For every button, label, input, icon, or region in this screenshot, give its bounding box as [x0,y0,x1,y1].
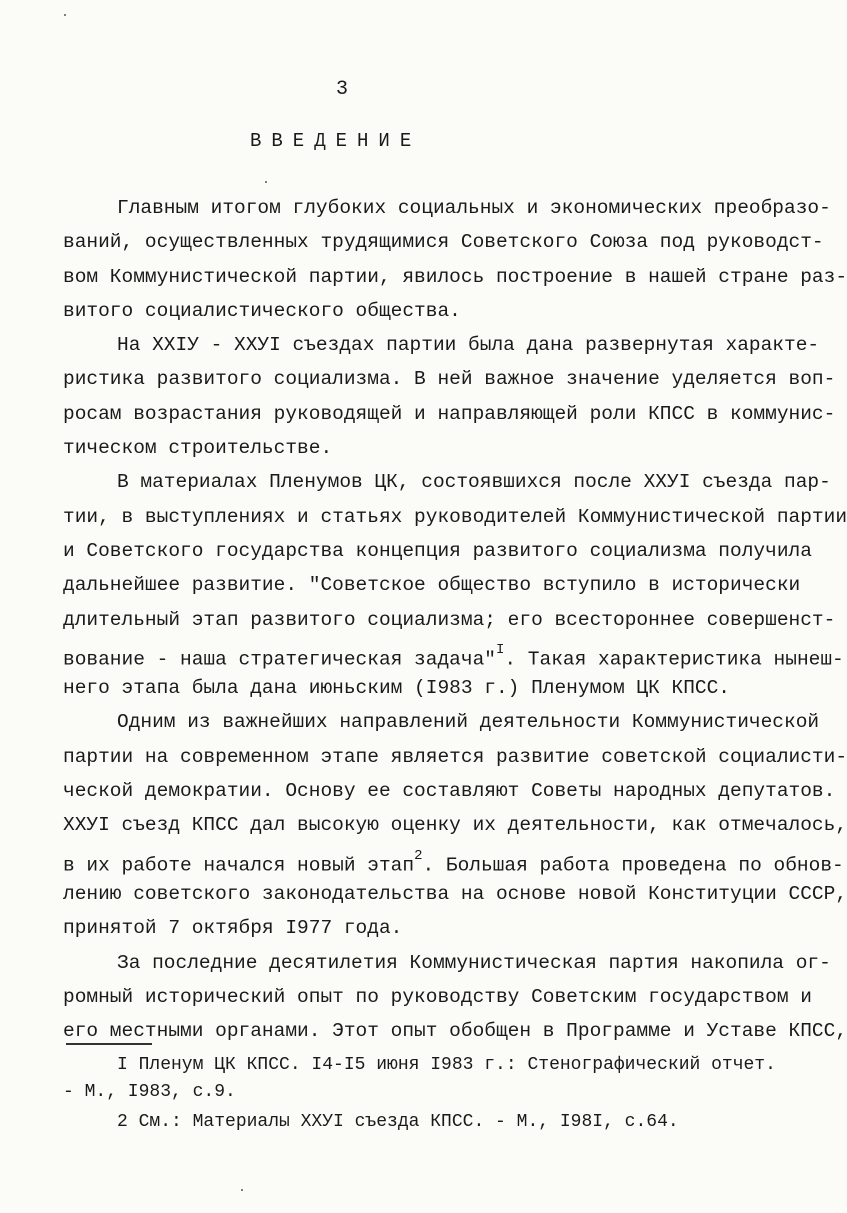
text-line: тическом строительстве. [63,437,333,460]
paragraph [63,705,847,945]
text-line: дальнейшее развитие. "Советское общество вступило в исторически [63,574,801,597]
text-line: лению советского законодательства на основе новой Конституции СССР, [63,882,847,905]
footnote-ref: 2 [414,847,423,864]
text-segment: вование - наша стратегическая задача" [63,648,496,671]
scan-speck [265,181,267,183]
text-line: вом Коммунистической партии, явилось построение в нашей стране раз- [63,265,847,288]
section-heading: ВВЕДЕНИЕ [250,130,422,152]
text-line: ромный исторический опыт по руководству Советским государством и [63,985,812,1008]
footnote-2: 2 См.: Материалы XXУI съезда КПСС. - М., I98I, с.64. [117,1112,679,1132]
text-line-with-footnote [63,637,844,671]
page-number: 3 [336,78,349,101]
text-segment: . Такая характеристика нынеш- [504,648,844,671]
footnote-ref: I [495,641,505,658]
paragraph [63,191,847,328]
footnote-1: I Пленум ЦК КПСС. I4-I5 июня I983 г.: Стенографический отчет. [117,1055,776,1075]
text-line: В материалах Пленумов ЦК, состоявшихся после XXУI съезда пар- [117,471,831,494]
text-line: ческой демократии. Основу ее составляют Советы народных депутатов. [63,780,836,803]
text-line: За последние десятилетия Коммунистическая партия накопила ог- [117,951,831,974]
text-line: Одним из важнейших направлений деятельности Коммунистической [117,711,820,734]
text-line: витого социалистического общества. [63,299,461,322]
text-line-with-footnote [63,843,844,877]
paragraph [63,946,847,1049]
footnote-separator [66,1043,152,1045]
text-line: принятой 7 октября I977 года. [63,917,403,940]
text-line: и Советского государства концепция развитого социализма получила [63,539,812,562]
text-line: XXУI съезд КПСС дал высокую оценку их деятельности, как отмечалось, [63,814,847,837]
text-line: него этапа была дана июньским (I983 г.) Пленумом ЦК КПСС. [63,677,731,700]
text-line: ристика развитого социализма. В ней важное значение уделяется воп- [63,368,836,391]
text-line: его местными органами. Этот опыт обобщен в Программе и Уставе КПСС, [63,1020,847,1043]
text-line: длительный этап развитого социализма; его всестороннее совершенст- [63,608,836,631]
scan-speck [64,14,66,16]
scan-speck [241,1189,243,1191]
paragraph [63,465,847,705]
body-text [63,191,847,1048]
text-segment: . Большая работа проведена по обнов- [422,854,844,877]
text-line: партии на современном этапе является развитие советской социалисти- [63,745,847,768]
text-line: ваний, осуществленных трудящимися Советского Союза под руководст- [63,231,824,254]
footnotes [63,1052,775,1136]
text-line: росам возрастания руководящей и направляющей роли КПСС в коммунис- [63,402,836,425]
text-line: На XXIУ - XXУI съездах партии была дана развернутая характе- [117,334,820,357]
text-line: тии, в выступлениях и статьях руководителей Коммунистической партии [63,505,847,528]
footnote-1-continuation: - М., I983, с.9. [63,1081,236,1102]
text-line: Главным итогом глубоких социальных и экономических преобразо- [117,197,831,219]
text-segment: в их работе начался новый этап [63,854,415,877]
paragraph [63,328,836,465]
